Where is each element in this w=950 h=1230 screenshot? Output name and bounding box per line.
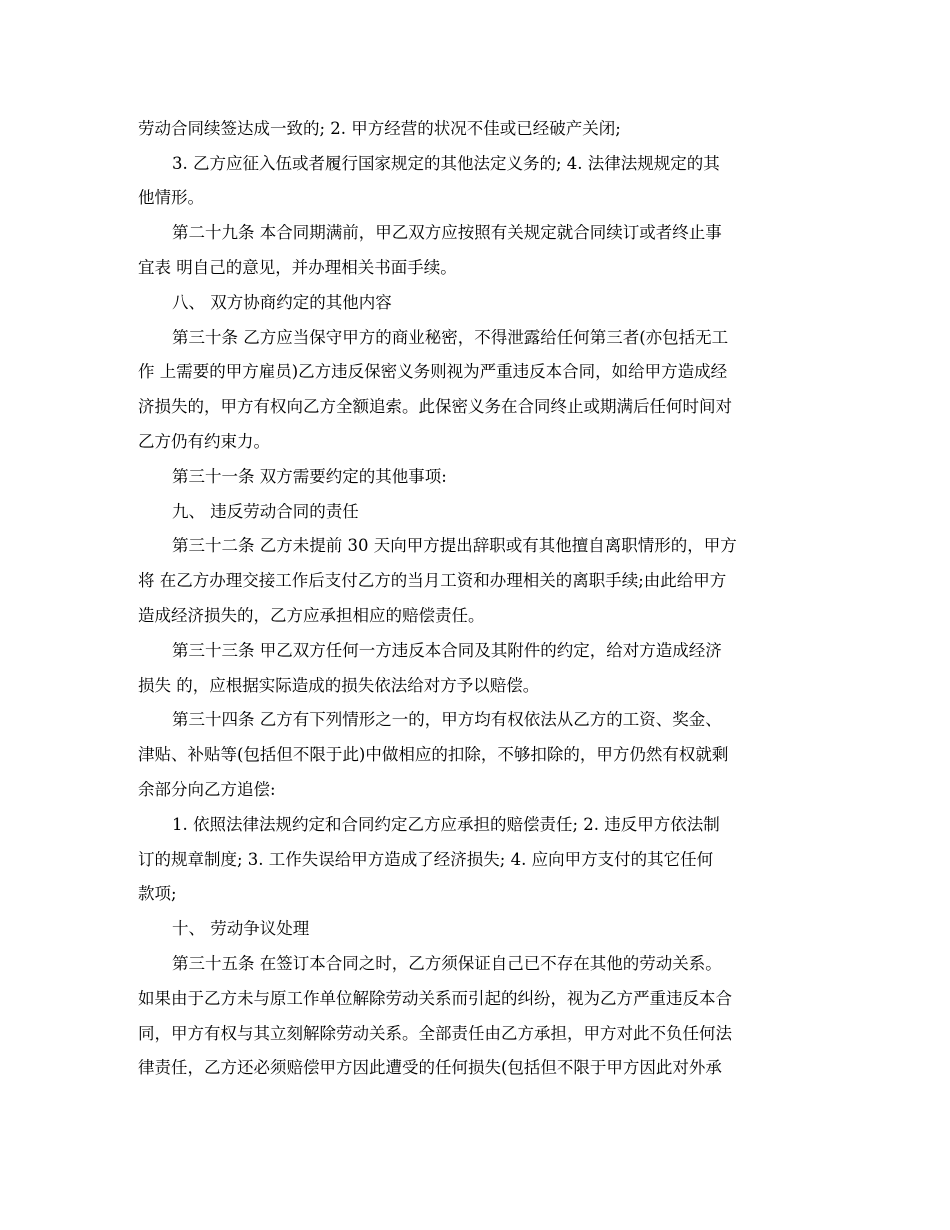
text-line: 济损失的，甲方有权向乙方全额追索。此保密义务在合同终止或期满后任何时间对 <box>138 397 732 416</box>
text-line: 造成经济损失的，乙方应承担相应的赔偿责任。 <box>138 606 485 625</box>
section-heading: 九、 违反劳动合同的责任 <box>172 502 359 521</box>
section-heading: 十、 劳动争议处理 <box>172 919 310 938</box>
text-line: 宜表 明自己的意见，并办理相关书面手续。 <box>138 258 457 277</box>
section-heading: 八、 双方协商约定的其他内容 <box>172 293 392 312</box>
text-line: 将 在乙方办理交接工作后支付乙方的当月工资和办理相关的离职手续;由此给甲方 <box>138 571 727 590</box>
text-line: 作 上需要的甲方雇员)乙方违反保密义务则视为严重违反本合同，如给甲方造成经 <box>138 362 728 381</box>
text-line: 律责任，乙方还必须赔偿甲方因此遭受的任何损失(包括但不限于甲方因此对外承 <box>138 1058 722 1077</box>
text-line: 3. 乙方应征入伍或者履行国家规定的其他法定义务的; 4. 法律法规规定的其 <box>172 154 720 173</box>
text-line: 第三十三条 甲乙双方任何一方违反本合同及其附件的约定，给对方造成经济 <box>172 641 722 660</box>
text-line: 第三十一条 双方需要约定的其他事项: <box>172 467 447 486</box>
text-line: 余部分向乙方追偿: <box>138 780 276 799</box>
text-line: 乙方仍有约束力。 <box>138 432 270 451</box>
text-line: 津贴、补贴等(包括但不限于此)中做相应的扣除，不够扣除的，甲方仍然有权就剩 <box>138 745 729 764</box>
text-line: 第二十九条 本合同期满前，甲乙双方应按照有关规定就合同续订或者终止事 <box>172 223 722 242</box>
text-line: 同，甲方有权与其立刻解除劳动关系。全部责任由乙方承担，甲方对此不负任何法 <box>138 1024 732 1043</box>
text-line: 第三十四条 乙方有下列情形之一的，甲方均有权依法从乙方的工资、奖金、 <box>172 710 722 729</box>
text-line: 1. 依照法律法规约定和合同约定乙方应承担的赔偿责任; 2. 违反甲方依法制 <box>172 815 720 834</box>
text-line: 款项; <box>138 884 177 903</box>
text-line: 第三十条 乙方应当保守甲方的商业秘密，不得泄露给任何第三者(亦包括无工 <box>172 328 729 347</box>
text-line: 劳动合同续签达成一致的; 2. 甲方经营的状况不佳或已经破产关闭; <box>138 119 621 138</box>
text-line: 第三十五条 在签订本合同之时，乙方须保证自己已不存在其他的劳动关系。 <box>172 954 722 973</box>
text-line: 第三十二条 乙方未提前 30 天向甲方提出辞职或有其他擅自离职情形的，甲方 <box>172 536 737 555</box>
text-line: 他情形。 <box>138 188 204 207</box>
text-line: 损失 的，应根据实际造成的损失依法给对方予以赔偿。 <box>138 676 540 695</box>
text-line: 订的规章制度; 3. 工作失误给甲方造成了经济损失; 4. 应向甲方支付的其它任何 <box>138 850 714 869</box>
text-line: 如果由于乙方未与原工作单位解除劳动关系而引起的纠纷，视为乙方严重违反本合 <box>138 989 732 1008</box>
